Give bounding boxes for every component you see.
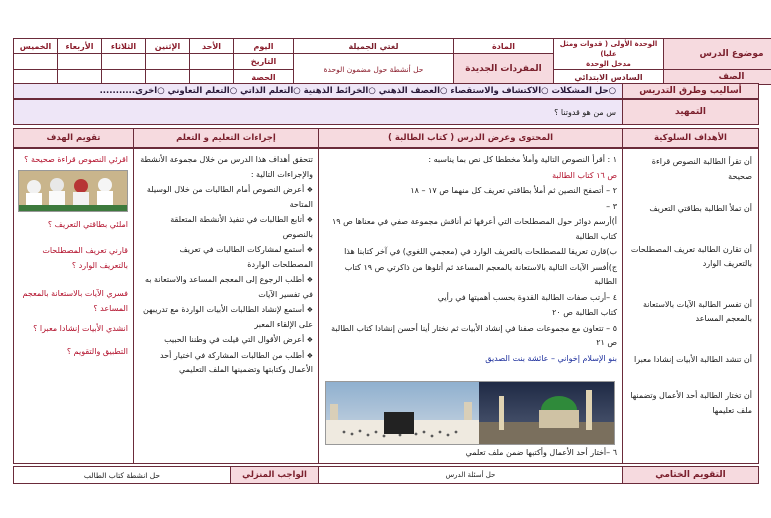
procedure-text: أستمع لمشاركات الطالبات في تعريف المصطلحات الواردة [179, 245, 313, 269]
vocab-value: حل أنشطة حول مضمون الوحدة [294, 54, 454, 85]
procedure-item: تتحقق أهداف هذا الدرس من خلال مجموعة الأنشطة والإجراءات التالية : [140, 155, 313, 179]
evaluation-header-cell [13, 128, 134, 148]
procedure-item: ❖ أستمع لمشاركات الطالبات في تعريف المصطلحات الواردة [179, 245, 313, 269]
objective-item: أن تفسر الطالبة الآيات بالاستعانة بالمعجم المساعد [642, 299, 752, 323]
objective-item: أن تختار الطالبة أحد الأعمال وتضمنها ملف تعليمها [630, 391, 752, 415]
content-line: ب)قارن تعريفا للمصطلحات بالتعريف الوارد في (معجمي اللغوي) في آخر كتابنا هذا [344, 247, 617, 256]
date-label: التاريخ [234, 54, 294, 70]
homework-value-cell [13, 466, 231, 484]
procedure-item: ❖ أستمع لإنشاد الطالبات الأبيات الواردة مع تدريبهن على الإلقاء المعبر [143, 305, 313, 329]
subject-value: لغتي الجميلة [294, 39, 454, 54]
procedure-text: أستمع لإنشاد الطالبات الأبيات الواردة مع تدريبهن على الإلقاء المعبر [143, 305, 313, 329]
unit-title: الوحدة الأولى ( قدوات ومثل عليا) [559, 40, 658, 58]
content-line: كتاب الطالبة ص ٢٠ [552, 308, 617, 317]
content-line: ١ : أقرأ النصوص التالية وأملأ مخططا كل نص بما يناسبه : [428, 155, 617, 164]
header-table [13, 38, 771, 85]
evaluation-item: قارني تعريف المصطلحات بالتعريف الوارد ؟ [42, 246, 128, 270]
grade-label: الصف [664, 70, 771, 85]
students-photo [18, 170, 128, 212]
homework-value: حل انشطة كتاب الطالب [83, 471, 161, 480]
mosque-photos [325, 381, 615, 445]
day-wednesday: الأربعاء [58, 39, 102, 54]
intro-label: التمهيد [675, 107, 706, 117]
poem-title: بنو الإسلام إخواني – عائشة بنت الصديق [485, 353, 617, 363]
procedure-text: أعرض الأقوال التي قيلت في وطننا الحبيب [164, 335, 305, 344]
unit-title-cell [554, 39, 664, 70]
lesson-topic-label: موضوع الدرس [664, 39, 771, 70]
homework-label-cell [230, 466, 319, 484]
content-line: ٤ –أرتب صفات الطالبة القدوة بحسب أهميتها في رأيي [437, 292, 617, 302]
procedure-text: أطلب من الطالبات المشاركة في اختيار أحد الأعمال وكتابتها وتضمينها الملف التعليمي [159, 350, 313, 374]
procedures-header: إجراءات التعليم و التعلم [176, 133, 276, 143]
objectives-header-cell [622, 128, 759, 148]
objectives-header: الأهداف السلوكية [654, 133, 727, 143]
methods-value-cell [13, 83, 623, 99]
content-line: ص ١٦ كتاب الطالبة [552, 170, 617, 180]
objective-item: أن تقرأ الطالبة النصوص قراءة صحيحة [651, 157, 752, 181]
intro-value: س من هو قدوتنا ؟ [554, 108, 616, 117]
day-sunday: الأحد [190, 39, 234, 54]
objectives-column [622, 148, 759, 464]
closing-value-cell [318, 466, 623, 484]
procedure-text: أعرض النصوص أمام الطالبات من خلال الوسيلة المتاحة [146, 185, 313, 209]
mosque-image [325, 382, 614, 445]
intro-value-cell [13, 99, 623, 125]
grade-value: السادس الابتدائي [554, 70, 664, 85]
procedure-item: ❖ أعرض الأقوال التي قيلت في وطننا الحبيب [164, 335, 313, 344]
content-line: ٢ – أتصفح النصين ثم أملأ بطاقتي تعريف كل منهما ص ١٧ – ١٨ [410, 186, 617, 195]
evaluation-column [13, 148, 134, 464]
content-line: ٣ – [606, 201, 617, 211]
evaluation-item: انشدي الأبيات إنشادا معبرا ؟ [33, 324, 128, 333]
content-header-cell [318, 128, 623, 148]
homework-label: الواجب المنزلي [242, 470, 307, 480]
students-image [19, 171, 127, 211]
procedure-item: ❖ أطلب من الطالبات المشاركة في اختيار أحد الأعمال وكتابتها وتضمينها الملف التعليمي [159, 350, 313, 374]
objective-item: أن تنشد الطالبة الأبيات إنشادا معبرا [634, 354, 752, 364]
evaluation-header: تقويم الهدف [46, 133, 101, 143]
evaluation-item: املئي بطاقتي التعريف ؟ [47, 219, 128, 229]
procedure-item: ❖ أعرض النصوص أمام الطالبات من خلال الوسيلة المتاحة [146, 185, 313, 209]
methods-label-cell [622, 83, 759, 99]
content-header: المحتوى وعرض الدرس ( كتاب الطالبة ) [387, 133, 554, 143]
methods-value: ○حل المشكلات ○الاكتشاف والاستقصاء ○العصف الذهني ○الخرائط الذهنية ○التعلم الذاتي ○التعلم التعاوني ○اخرى........... [99, 86, 616, 96]
content-column [318, 148, 623, 464]
procedure-text: أتابع الطالبات في تنفيذ الأنشطة المتعلقة بالنصوص [170, 215, 313, 239]
subject-label: المادة [454, 39, 554, 54]
day-tuesday: الثلاثاء [102, 39, 146, 54]
procedure-text: أطلب الرجوع إلى المعجم المساعد والاستعانة به في تفسير الآيات [145, 275, 313, 299]
procedure-item: ❖ أطلب الرجوع إلى المعجم المساعد والاستعانة به في تفسير الآيات [145, 275, 313, 299]
closing-value: حل أسئلة الدرس [445, 471, 496, 479]
procedures-header-cell [133, 128, 319, 148]
evaluation-item: فسري الآيات بالاستعانة بالمعجم المساعد ؟ [22, 289, 128, 313]
intro-label-cell [622, 99, 759, 125]
evaluation-item: التطبيق والتقويم ؟ [66, 346, 128, 356]
content-line: ٦ –أختار أحد الأعمال وأكتبها ضمن ملف تعلمي [465, 447, 617, 457]
procedures-column [133, 148, 319, 464]
closing-label: التقويم الختامي [655, 470, 726, 480]
methods-label: أساليب وطرق التدريس [639, 86, 742, 96]
content-line: ٥ – تتعاون مع مجموعات صفنا في إنشاد الأبيات ثم نختار أينا أحسن إنشادا كتاب الطالبة ص ٢١ [331, 323, 617, 347]
day-thursday: الخميس [14, 39, 58, 54]
new-vocab-label: المفردات الجديدة [454, 54, 554, 85]
content-line: ج)أفسر الآيات التالية بالاستعانة بالمعجم المساعد ثم أتلوها من ذاكرتي ص ١٩ كتاب الطالبة [344, 262, 617, 286]
closing-label-cell [622, 466, 759, 484]
period-label: الحصة [234, 70, 294, 85]
objective-item: أن تقارن الطالبة تعريف المصطلحات بالتعريف الوارد [630, 244, 752, 268]
content-line: أ)أرسم دوائر حول المصطلحات التي أعرفها ثم أناقش مجموعة صفي في معناها ص ١٩ كتاب الطالبة [331, 217, 617, 241]
day-label: اليوم [234, 39, 294, 54]
day-monday: الإثنين [146, 39, 190, 54]
objective-item: أن تملأ الطالبة بطاقتي التعريف [649, 204, 752, 213]
evaluation-item: اقرئي النصوص قراءة صحيحة ؟ [24, 155, 128, 164]
procedure-item: ❖ أتابع الطالبات في تنفيذ الأنشطة المتعلقة بالنصوص [170, 215, 313, 239]
unit-intro: مدخل الوحدة [586, 60, 631, 68]
